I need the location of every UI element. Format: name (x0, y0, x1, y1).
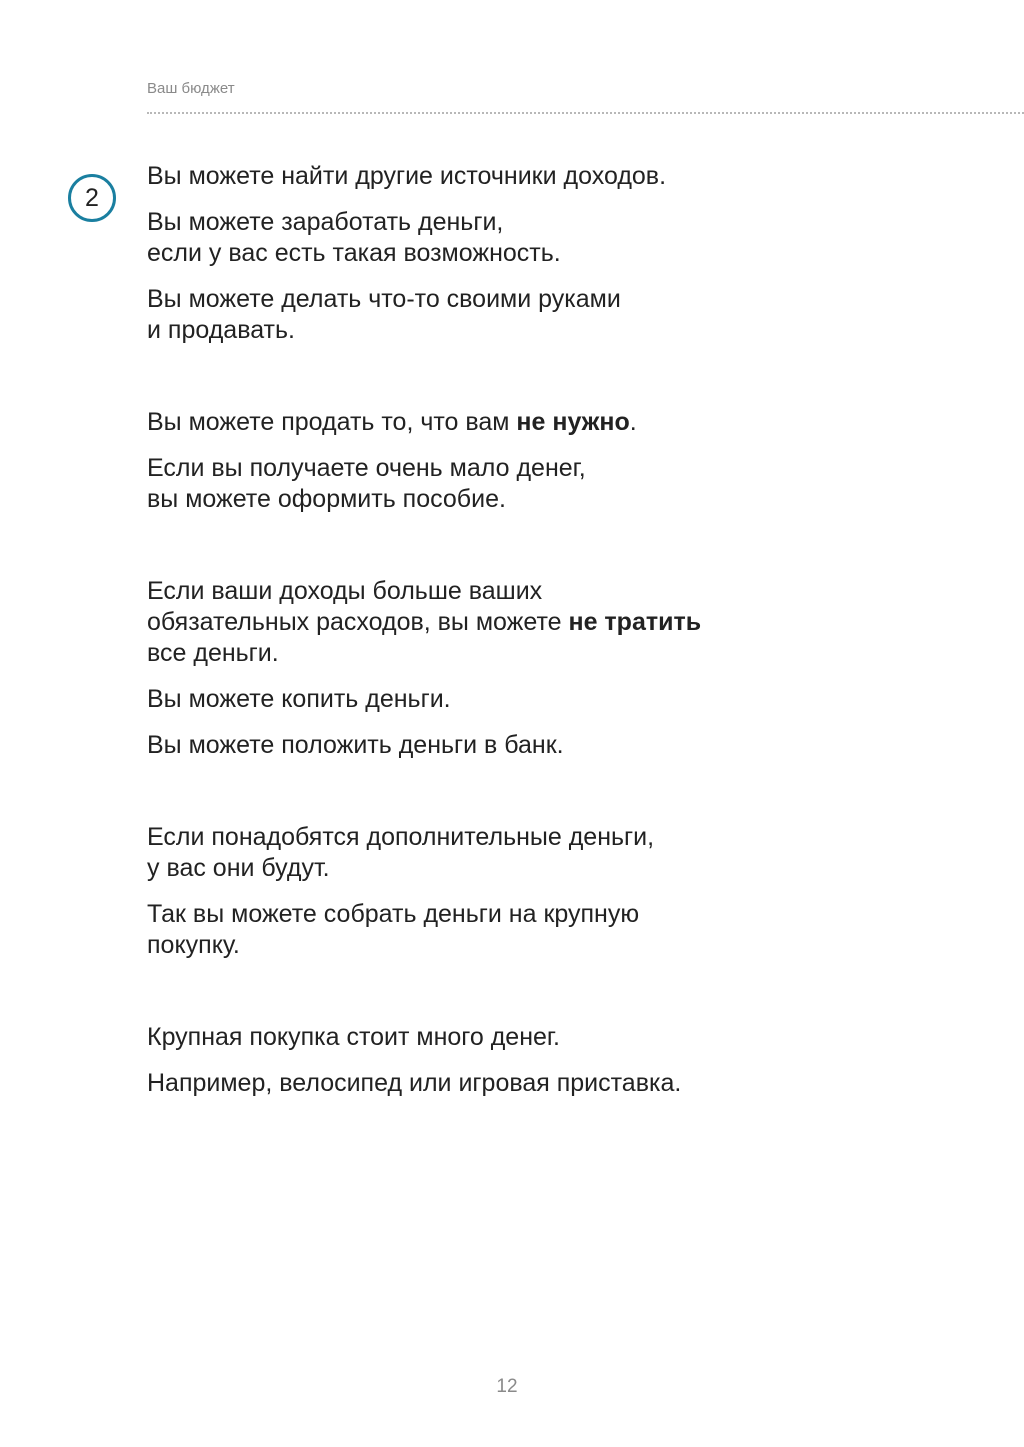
emphasis: не нужно (516, 408, 630, 436)
paragraph: Вы можете найти другие источники доходов. (147, 162, 667, 190)
paragraph: Так вы можете собрать деньги на крупную покупку. (147, 900, 640, 959)
paragraph: Вы можете положить деньги в банк. (147, 731, 564, 759)
section-number: 2 (85, 183, 99, 212)
page-body (147, 161, 927, 1099)
paragraph: Если вы получаете очень мало денег, вы можете оформить пособие. (147, 454, 586, 513)
paragraph-group-income (147, 161, 927, 346)
paragraph-group-big-purchase (147, 1022, 927, 1099)
paragraph: Вы можете продать то, что вам не нужно. (147, 408, 637, 436)
paragraph: Если понадобятся дополнительные деньги, у вас они будут. (147, 823, 655, 882)
page-number: 12 (496, 1376, 518, 1397)
header-divider (147, 112, 1024, 114)
running-header: Ваш бюджет (147, 80, 235, 97)
paragraph: Крупная покупка стоит много денег. (147, 1023, 560, 1051)
paragraph: Вы можете копить деньги. (147, 685, 451, 713)
paragraph: Например, велосипед или игровая приставка. (147, 1069, 682, 1097)
emphasis: не тратить (568, 608, 702, 636)
section-number-badge (68, 174, 116, 222)
paragraph-group-save (147, 576, 927, 761)
paragraph: Вы можете заработать деньги, если у вас есть такая возможность. (147, 208, 561, 267)
paragraph-group-reserve (147, 822, 927, 961)
paragraph: Если ваши доходы больше ваших обязательных расходов, вы можете не тратить все деньги. (147, 577, 702, 667)
paragraph-group-sell (147, 407, 927, 515)
paragraph: Вы можете делать что-то своими руками и продавать. (147, 285, 621, 344)
